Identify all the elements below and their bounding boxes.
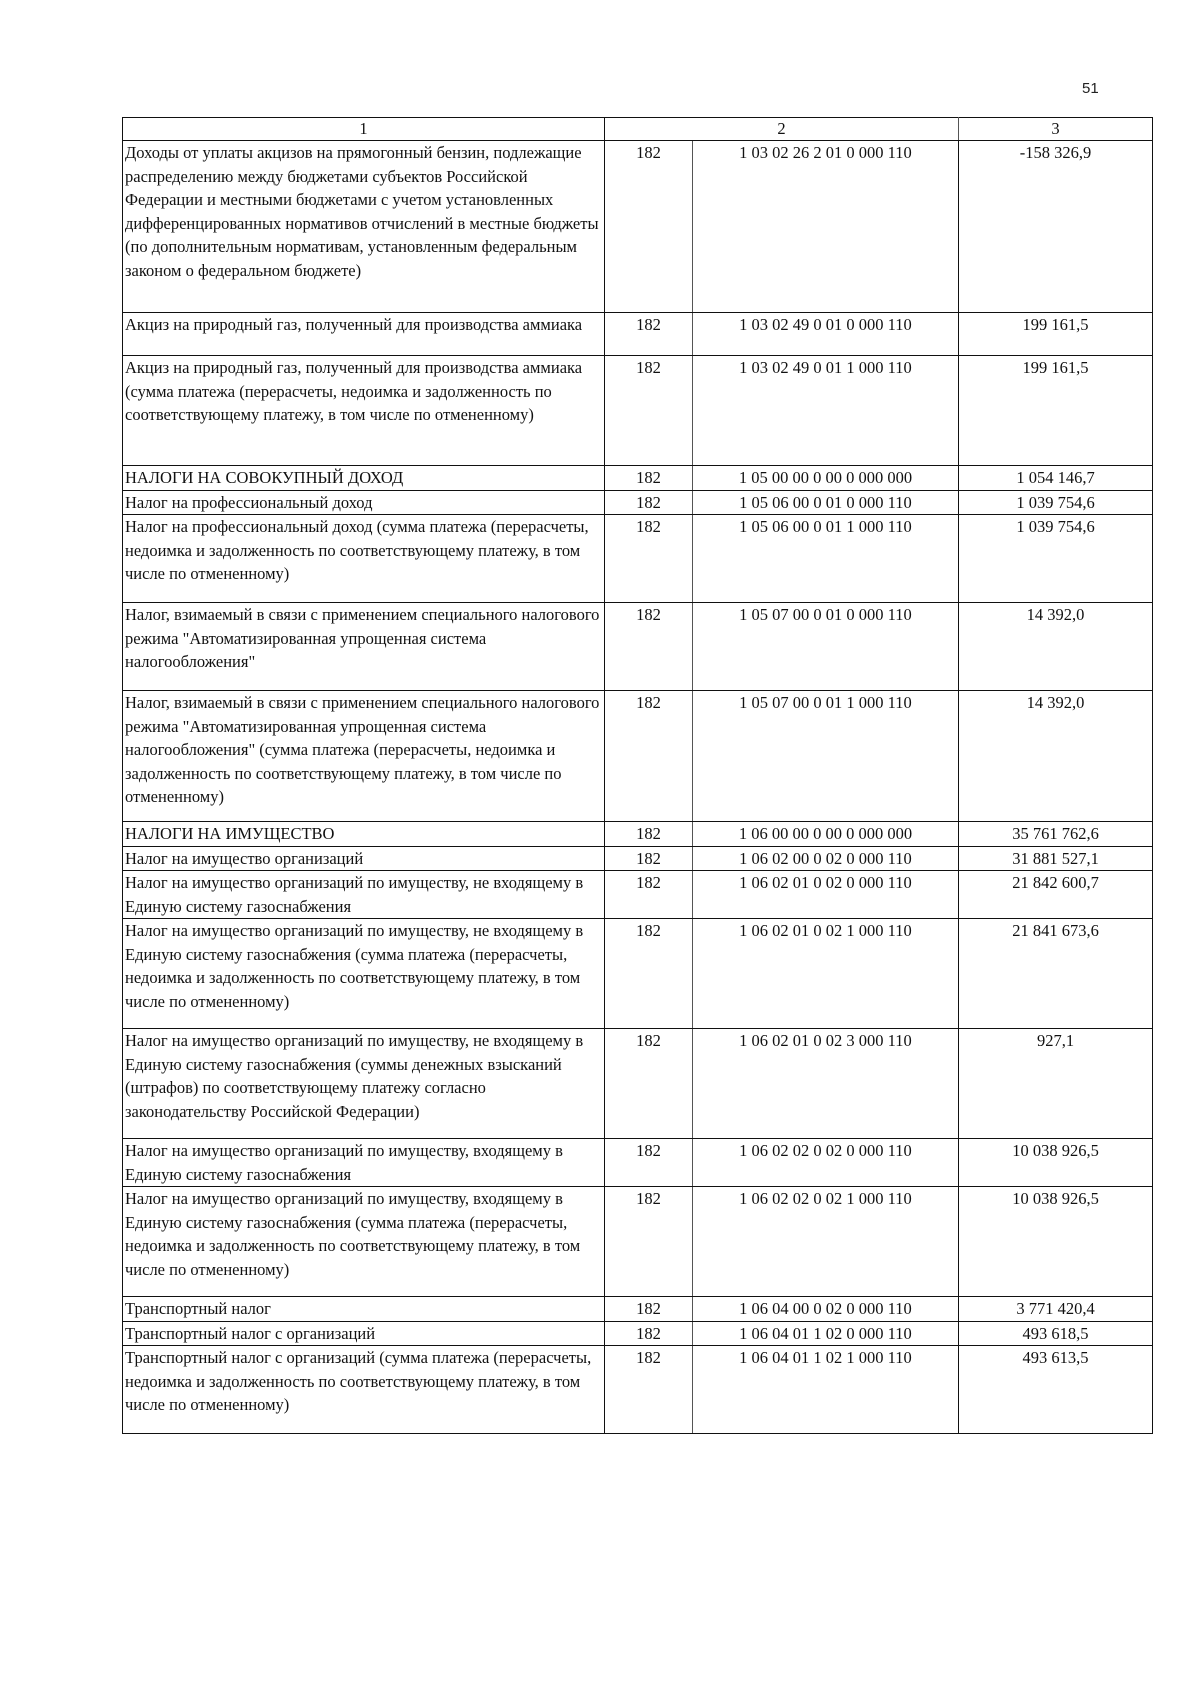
amount-cell: 21 841 673,6 (959, 919, 1153, 1029)
admin-code-cell: 182 (605, 846, 693, 871)
admin-code-cell: 182 (605, 871, 693, 919)
amount-cell: 14 392,0 (959, 603, 1153, 691)
table-body (123, 141, 1153, 1434)
table-row (123, 603, 1153, 691)
table-row (123, 822, 1153, 847)
page-number: 51 (1082, 80, 1099, 97)
income-name-cell: Транспортный налог с организаций (123, 1321, 605, 1346)
table-row (123, 1321, 1153, 1346)
amount-cell: 1 039 754,6 (959, 515, 1153, 603)
table-row (123, 1297, 1153, 1322)
amount-cell: 493 613,5 (959, 1346, 1153, 1434)
table-row (123, 691, 1153, 822)
admin-code-cell: 182 (605, 141, 693, 313)
amount-cell: 21 842 600,7 (959, 871, 1153, 919)
table-header-row (123, 118, 1153, 141)
table-row (123, 1187, 1153, 1297)
admin-code-cell: 182 (605, 822, 693, 847)
income-name-cell: Налог на профессиональный доход (123, 490, 605, 515)
amount-cell: -158 326,9 (959, 141, 1153, 313)
budget-code-cell: 1 06 04 01 1 02 0 000 110 (693, 1321, 959, 1346)
amount-cell: 3 771 420,4 (959, 1297, 1153, 1322)
budget-code-cell: 1 06 02 00 0 02 0 000 110 (693, 846, 959, 871)
table-row (123, 515, 1153, 603)
budget-code-cell: 1 05 06 00 0 01 1 000 110 (693, 515, 959, 603)
budget-code-cell: 1 06 02 01 0 02 3 000 110 (693, 1029, 959, 1139)
income-name-cell: Налог на имущество организаций по имуществу, не входящему в Единую систему газоснабжения (123, 871, 605, 919)
admin-code-cell: 182 (605, 1297, 693, 1322)
budget-code-cell: 1 06 02 02 0 02 1 000 110 (693, 1187, 959, 1297)
budget-code-cell: 1 03 02 49 0 01 0 000 110 (693, 313, 959, 356)
admin-code-cell: 182 (605, 1139, 693, 1187)
admin-code-cell: 182 (605, 1187, 693, 1297)
amount-cell: 493 618,5 (959, 1321, 1153, 1346)
admin-code-cell: 182 (605, 603, 693, 691)
income-name-cell: Налог, взимаемый в связи с применением специального налогового режима "Автоматизированная упрощенная система налогообложения" (123, 603, 605, 691)
amount-cell: 1 039 754,6 (959, 490, 1153, 515)
revenue-table (122, 117, 1153, 1434)
table-row (123, 466, 1153, 491)
income-name-cell: Транспортный налог с организаций (сумма платежа (перерасчеты, недоимка и задолженность по соответствующему платежу, в том числе по отмененному) (123, 1346, 605, 1434)
budget-code-cell: 1 06 04 00 0 02 0 000 110 (693, 1297, 959, 1322)
table-row (123, 1346, 1153, 1434)
table-row (123, 846, 1153, 871)
amount-cell: 10 038 926,5 (959, 1187, 1153, 1297)
income-name-cell: Налог на имущество организаций по имуществу, входящему в Единую систему газоснабжения (123, 1139, 605, 1187)
admin-code-cell: 182 (605, 490, 693, 515)
income-name-cell: Акциз на природный газ, полученный для производства аммиака (сумма платежа (перерасчеты, недоимка и задолженность по соответствующему платежу, в том числе по отмененному) (123, 356, 605, 466)
amount-cell: 10 038 926,5 (959, 1139, 1153, 1187)
amount-cell: 35 761 762,6 (959, 822, 1153, 847)
budget-code-cell: 1 06 02 01 0 02 0 000 110 (693, 871, 959, 919)
admin-code-cell: 182 (605, 1029, 693, 1139)
income-name-cell: Доходы от уплаты акцизов на прямогонный бензин, подлежащие распределению между бюджетами субъектов Российской Федерации и местными бюджетами с учетом установленных дифференцированных нормативов отчислений в местные бюджеты (по дополнительным нормативам, установленным федеральным законом о федеральном бюджете) (123, 141, 605, 313)
header-col-1: 1 (123, 118, 605, 141)
budget-code-cell: 1 05 00 00 0 00 0 000 000 (693, 466, 959, 491)
table-row (123, 1139, 1153, 1187)
table-row (123, 1029, 1153, 1139)
budget-code-cell: 1 06 02 01 0 02 1 000 110 (693, 919, 959, 1029)
income-name-cell: Налог на имущество организаций по имуществу, не входящему в Единую систему газоснабжения (сумма платежа (перерасчеты, недоимка и задолженность по соответствующему платежу, в том числе по отмененному) (123, 919, 605, 1029)
budget-code-cell: 1 05 07 00 0 01 0 000 110 (693, 603, 959, 691)
table-row (123, 356, 1153, 466)
table-row (123, 313, 1153, 356)
budget-code-cell: 1 05 07 00 0 01 1 000 110 (693, 691, 959, 822)
table-row (123, 141, 1153, 313)
income-name-cell: Налог на имущество организаций по имуществу, входящему в Единую систему газоснабжения (сумма платежа (перерасчеты, недоимка и задолженность по соответствующему платежу, в том числе по отмененному) (123, 1187, 605, 1297)
table-row (123, 490, 1153, 515)
admin-code-cell: 182 (605, 1346, 693, 1434)
income-name-cell: НАЛОГИ НА ИМУЩЕСТВО (123, 822, 605, 847)
header-col-2: 2 (605, 118, 959, 141)
budget-code-cell: 1 06 04 01 1 02 1 000 110 (693, 1346, 959, 1434)
table-row (123, 871, 1153, 919)
amount-cell: 927,1 (959, 1029, 1153, 1139)
admin-code-cell: 182 (605, 466, 693, 491)
amount-cell: 1 054 146,7 (959, 466, 1153, 491)
income-name-cell: Налог на имущество организаций (123, 846, 605, 871)
table-row (123, 919, 1153, 1029)
income-name-cell: Транспортный налог (123, 1297, 605, 1322)
admin-code-cell: 182 (605, 313, 693, 356)
income-name-cell: НАЛОГИ НА СОВОКУПНЫЙ ДОХОД (123, 466, 605, 491)
budget-code-cell: 1 03 02 49 0 01 1 000 110 (693, 356, 959, 466)
budget-code-cell: 1 06 00 00 0 00 0 000 000 (693, 822, 959, 847)
admin-code-cell: 182 (605, 691, 693, 822)
amount-cell: 31 881 527,1 (959, 846, 1153, 871)
income-name-cell: Акциз на природный газ, полученный для производства аммиака (123, 313, 605, 356)
budget-code-cell: 1 05 06 00 0 01 0 000 110 (693, 490, 959, 515)
income-name-cell: Налог, взимаемый в связи с применением специального налогового режима "Автоматизированная упрощенная система налогообложения" (сумма платежа (перерасчеты, недоимка и задолженность по соответствующему платежу, в том числе по отмененному) (123, 691, 605, 822)
admin-code-cell: 182 (605, 1321, 693, 1346)
amount-cell: 199 161,5 (959, 356, 1153, 466)
amount-cell: 199 161,5 (959, 313, 1153, 356)
header-col-3: 3 (959, 118, 1153, 141)
income-name-cell: Налог на имущество организаций по имуществу, не входящему в Единую систему газоснабжения (суммы денежных взысканий (штрафов) по соответствующему платежу согласно законодательству Российской Федерации) (123, 1029, 605, 1139)
amount-cell: 14 392,0 (959, 691, 1153, 822)
budget-code-cell: 1 06 02 02 0 02 0 000 110 (693, 1139, 959, 1187)
income-name-cell: Налог на профессиональный доход (сумма платежа (перерасчеты, недоимка и задолженность по соответствующему платежу, в том числе по отмененному) (123, 515, 605, 603)
admin-code-cell: 182 (605, 356, 693, 466)
budget-code-cell: 1 03 02 26 2 01 0 000 110 (693, 141, 959, 313)
admin-code-cell: 182 (605, 919, 693, 1029)
admin-code-cell: 182 (605, 515, 693, 603)
